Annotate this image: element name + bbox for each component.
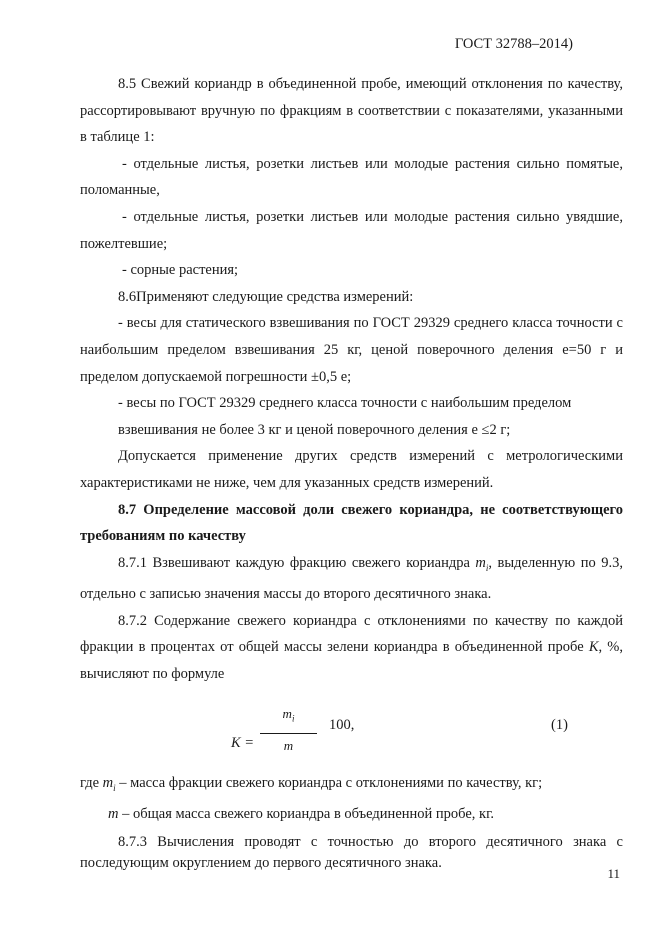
list-item-scale-25kg: - весы для статического взвешивания по ГОСТ 29329 среднего класса точности с наибольшим пределом взвешивания 25 кг, ценой поверочного деления e=50 г и пределом допускаемой погрешности ±0,5 е; [80, 315, 623, 385]
paragraph-8-5: 8.5 Свежий кориандр в объединенной пробе, имеющий отклонения по качеству, рассортировывают вручную по фракциям в соответствии с показателями, указанными в таблице 1: [80, 76, 623, 146]
document-body [80, 71, 623, 874]
list-item-weeds: - сорные растения; [122, 262, 239, 279]
formula-multiplier: 100, [329, 716, 355, 733]
where-mi: где $m_i$ – масса фракции свежего кориандра с отклонениями по качеству, кг; [80, 774, 543, 793]
section-heading-8-7: 8.7 Определение массовой доли свежего кориандра, не соответствующего требованиям по качеству [80, 501, 623, 545]
formula-1 [80, 702, 623, 764]
formula-lhs: K = [231, 734, 255, 751]
list-item-scale-3kg: - весы по ГОСТ 29329 среднего класса точности с наибольшим пределом [118, 395, 572, 412]
formula-number: (1) [551, 716, 568, 733]
paragraph-8-7-3: 8.7.3 Вычисления проводят с точностью до второго десятичного знака с последующим округлением до первого десятичного знака. [80, 833, 623, 871]
list-item-wilted: - отдельные листья, розетки листьев или молодые растения сильно увядшие, пожелтевшие; [80, 208, 623, 252]
formula-numerator: $m_i$ [282, 705, 295, 724]
doc-header: ГОСТ 32788–2014) [454, 36, 573, 52]
formula-fraction [260, 702, 317, 759]
symbol-k: K [588, 639, 599, 656]
formula-denominator: m [283, 738, 294, 754]
list-item-crumpled: - отдельные листья, розетки листьев или молодые растения сильно помятые, поломанные, [80, 155, 623, 199]
paragraph-8-7-1: 8.7.1 Взвешивают каждую фракцию свежего кориандра $m_i$, выделенную по 9.3, отдельно с записью значения массы до второго десятичного знака. [80, 554, 624, 603]
symbol-mi: $m_i$ [475, 554, 489, 573]
paragraph-8-6: 8.6Применяют следующие средства измерений: [118, 288, 414, 305]
page-number: 11 [607, 866, 620, 881]
paragraph-8-7-2: 8.7.2 Содержание свежего кориандра с отклонениями по качеству по каждой фракции в процентах от общей массы зелени кориандра в объединенной пробе K, %, вычисляют по формуле [80, 612, 623, 682]
paragraph-allowance: Допускается применение других средств измерений с метрологическими характеристиками не ниже, чем для указанных средств измерений. [80, 448, 623, 491]
where-m: m – общая масса свежего кориандра в объединенной пробе, кг. [108, 806, 495, 823]
list-item-scale-3kg-cont: взвешивания не более 3 кг и ценой поверочного деления е ≤2 г; [118, 421, 511, 438]
